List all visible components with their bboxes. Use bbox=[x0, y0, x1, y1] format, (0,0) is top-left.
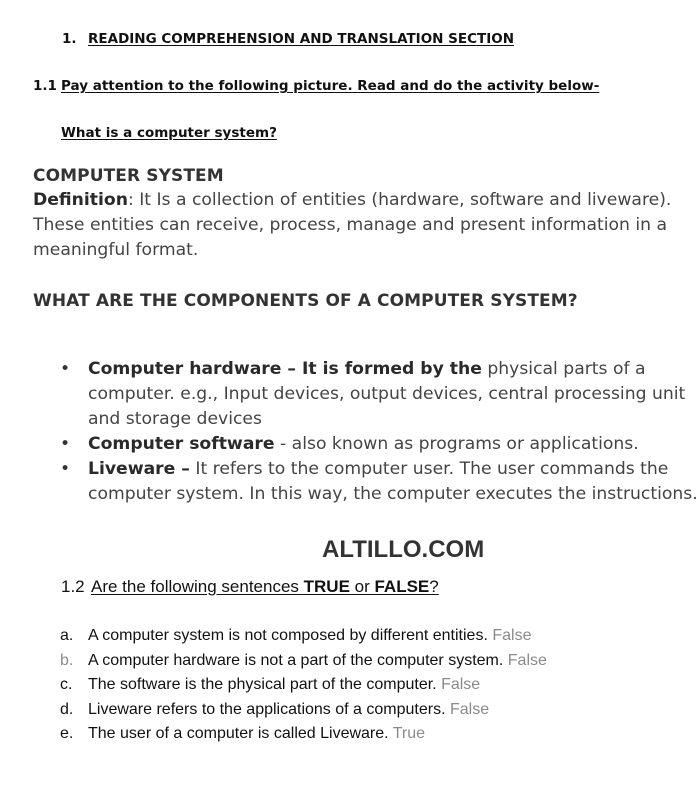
component-name: Computer software bbox=[88, 434, 275, 454]
sentence-letter: e. bbox=[60, 725, 74, 743]
section-number: 1. bbox=[62, 31, 77, 47]
exercise-heading bbox=[61, 577, 439, 597]
bullet-icon: • bbox=[60, 459, 71, 479]
list-item bbox=[60, 698, 547, 723]
sentence-answer: False bbox=[441, 676, 481, 694]
instruction bbox=[33, 78, 599, 94]
false-word: FALSE bbox=[374, 577, 430, 596]
sentences-list bbox=[60, 624, 547, 747]
sentence-letter: a. bbox=[60, 627, 74, 644]
list-item bbox=[60, 432, 700, 457]
sentence-text: A computer hardware is not a part of the computer system. bbox=[88, 651, 504, 669]
sentence-letter: c. bbox=[60, 676, 73, 694]
component-description: - also known as programs or applications. bbox=[274, 434, 639, 454]
sentence-letter: d. bbox=[60, 700, 74, 718]
sentence-text: The software is the physical part of the computer. bbox=[88, 676, 437, 694]
definition-label: Definition bbox=[33, 190, 128, 210]
list-item bbox=[60, 649, 547, 674]
sentence-text: A computer system is not composed by different entities. bbox=[88, 627, 488, 644]
section-heading bbox=[62, 31, 514, 47]
component-name: Computer hardware – It is formed by the bbox=[88, 359, 482, 379]
component-description: physical parts of a computer. e.g., Input devices, output devices, central processing unit and storage devices bbox=[88, 359, 686, 429]
exercise-title-mid: or bbox=[349, 577, 375, 596]
watermark: ALTILLO.COM bbox=[322, 536, 485, 563]
question-heading: What is a computer system? bbox=[61, 125, 277, 141]
components-list bbox=[60, 357, 700, 507]
component-description: It refers to the computer user. The user commands the computer system. In this way, the computer executes the instructions. bbox=[88, 459, 698, 504]
true-word: TRUE bbox=[303, 577, 350, 596]
computer-system-title: COMPUTER SYSTEM bbox=[33, 166, 224, 186]
bullet-icon: • bbox=[60, 359, 71, 379]
section-title: READING COMPREHENSION AND TRANSLATION SECTION bbox=[88, 31, 515, 47]
sentence-letter: b. bbox=[60, 651, 74, 669]
instruction-number: 1.1 bbox=[33, 78, 57, 94]
list-item bbox=[60, 457, 700, 507]
list-item bbox=[60, 624, 547, 649]
sentence-answer: True bbox=[392, 725, 426, 743]
exercise-title-post: ? bbox=[429, 577, 439, 596]
definition-paragraph bbox=[33, 188, 673, 263]
list-item bbox=[60, 722, 547, 747]
exercise-title-pre: Are the following sentences bbox=[91, 577, 304, 596]
definition-text: : It Is a collection of entities (hardware, software and liveware). These entities can receive, process, manage and present information in a meaningful format. bbox=[33, 190, 672, 260]
component-name: Liveware – bbox=[88, 459, 190, 479]
sentence-answer: False bbox=[492, 627, 532, 644]
instruction-text: Pay attention to the following picture. Read and do the activity below- bbox=[61, 78, 600, 94]
sentence-answer: False bbox=[507, 651, 547, 669]
sentence-text: Liveware refers to the applications of a computers. bbox=[88, 700, 446, 718]
exercise-number: 1.2 bbox=[61, 577, 85, 596]
list-item bbox=[60, 673, 547, 698]
bullet-icon: • bbox=[60, 434, 71, 454]
components-heading: WHAT ARE THE COMPONENTS OF A COMPUTER SYSTEM? bbox=[33, 291, 578, 311]
sentence-answer: False bbox=[449, 700, 490, 718]
exercise-title bbox=[91, 577, 439, 596]
list-item bbox=[60, 357, 700, 432]
sentence-text: The user of a computer is called Liveware. bbox=[88, 725, 389, 743]
